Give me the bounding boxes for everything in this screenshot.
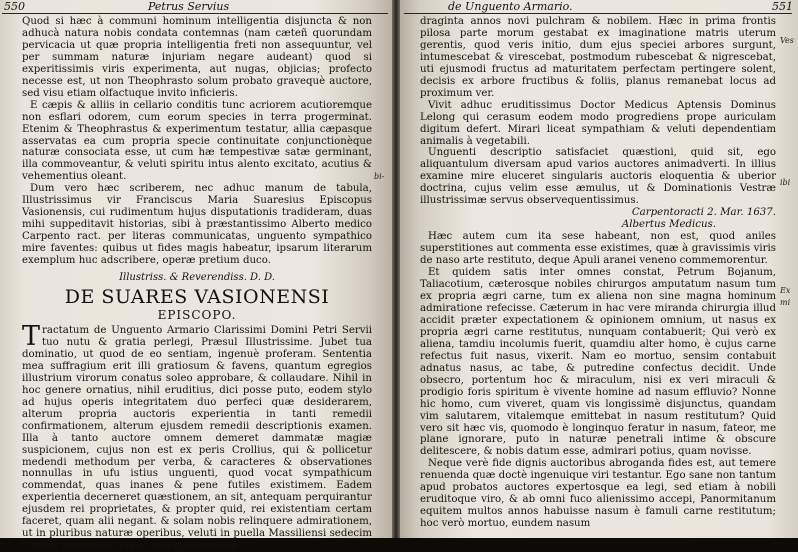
right-paragraph: Vivit adhuc eruditissimus Doctor Medicus Aptensis Dominus Lelong qui cerasum eodem modo progrediens prope auriculam digitum defert. Mirari liceat sympathiam & veluti dependentiam animalis à vegetabili.: [420, 99, 776, 147]
left-page: [0, 0, 392, 552]
book-gutter: [392, 0, 400, 538]
letter-place-date: Carpentoracti 2. Mar. 1637.: [631, 207, 776, 219]
left-running-head: Petrus Servius: [148, 0, 230, 13]
right-head-rule: [404, 13, 792, 14]
left-margin-note: bi-: [374, 172, 385, 181]
right-paragraph: Neque verè fide dignis auctoribus abroganda fides est, aut temere renuenda quæ doctè ingenuique viri testantur. Ego sane non tantum apud probatos auctores expertosque ea legi, sed etiam à nobili eruditoque viro, & ab omni fuco alienissimo accepi, Panormitanum equitem multos annos habuisse nasum è famuli carne restitutum; hoc verò mortuo, eundem nasum: [420, 458, 776, 530]
right-running-head: de Unguento Armario.: [448, 0, 573, 13]
left-page-number: 550: [4, 0, 25, 13]
right-paragraph: Hæc autem cum ita sese habeant, non est, quod aniles superstitiones aut commenta esse existimes, quæ à gravissimis viris de naso arte restituto, deque Apuli aranei veneno commemorentur.: [420, 231, 776, 267]
left-paragraph: Dum vero hæc scriberem, nec adhuc manum de tabula, Illustrissimus vir Franciscus Maria Suaresius Episcopus Vasionensis, cui rudimentum hujus disputationis tradideram, duas mihi suppeditavit historias, sibi à præstantissimo Alberto medico Carpento ract. per literas communicatas, unguento sympathico mire faventes: quibus ut fides magis habeatur, ipsarum literarum exemplum huc adscribere, operæ pretium duco.: [22, 183, 372, 267]
left-paragraph: E cæpis & alliis in cellario conditis tunc acriorem acutioremque non esflari odorem, cum eorum species in terra progerminat. Etenim & Theophrastus & experimentum testatur, allia cæpasque asservatas ea cum propria specie continuitate conjunctionèque naturæ consociata esse, ut cum hæ tempestivæ satæ germinant, illa commoveantur, & veluti spiritu intus alento excitato, acutius & vehementius oleant.: [22, 99, 372, 183]
letter-salutation: Illustriss. & Reverendiss. D. D.: [119, 272, 275, 284]
right-margin-note: mi: [780, 298, 791, 307]
right-page: [400, 0, 798, 538]
letter-subheading: EPISCOPO.: [157, 308, 237, 323]
left-head-rule: [2, 13, 388, 14]
right-margin-note: Ex: [780, 286, 791, 295]
right-text-block: [420, 16, 776, 530]
left-text-block: [22, 16, 372, 552]
letter-heading: DE SUARES VASIONENSI: [64, 286, 330, 309]
right-paragraph: Unguenti descriptio satisfaciet quæstioni, quid sit, ego aliquantulum diversam apud varios auctores animadverti. In illius examine mire eluceret singularis auctoris eloquentia & uberior doctrina, cujus velim esse æmulus, ut & Dominationis Vestræ illustrissimæ servus observequentissimus.: [420, 147, 776, 207]
left-paragraph: Quod si hæc à communi hominum intelligentia disjuncta & non adhucà natura nobis condata contemnas (nam cæteñ quorundam pervicacia ut quæ propria intelligentia freti non assequuntur, vel per summam naturæ injuriam negare audeant) quod si experitissimis viris experimenta, aut nugas, objicias; profecto necesse est, ut non Theophrasto solum probato gravequè auctore, sed visu etiam olfactuque invito inficieris.: [22, 16, 372, 99]
right-paragraph: Et quidem satis inter omnes constat, Petrum Bojanum, Taliacotium, cæterosque nobiles chirurgos amputatum nasum tum ex propria ægri carne, tum ex aliena non sine magna hominum admiratione refecisse. Cæterum in hac vere miranda chirurgia illud accidit præter expectationem & opinionem omnium, ut nasus ex propria ægri carne restitutus, nunquam contabuerit; Qui verò ex aliena, tamdiu incolumis fuerit, quamdiu alter homo, è cujus carne refectus fuit nasus, vixerit. Nam eo mortuo, sensim contabuit adnatus nasus, ac tabe, & putredine confectus decidit. Unde obsecro, portentum hoc & miraculum, nisi ex veri miraculi & prodigio foris spiritum è vivente homine ad nasum effluvio? Nonne hic homo, cum viveret, quam vis longissimè disjunctus, quandam vim salutarem, vitalemque emittebat in nasum restitutum? Quid vero sit hæc vis, quomodo è longinquo feratur in nasum, fateor, me plane ignorare, puto in naturæ penetrali intime & obscure delitescere, & nobis datum esse, admirari potius, quam novisse.: [420, 267, 776, 458]
right-paragraph: draginta annos novi pulchram & nobilem. Hæc in prima frontis pilosa parte morum gestabat ex imaginatione matris uterum gerentis, quod veris initio, dum ejus speciei arbores surgunt, intumescebat & virescebat, postmodum rubescebat & nigrescebat, uti ejusmodi fructus ad maturitatem perfectam pertingere solent, decisis ex arbore fructibus & foliis, planus remanebat locus ad proximum ver.: [420, 16, 776, 99]
right-page-number: 551: [772, 0, 793, 13]
letter-paragraph: Tractatum de Unguento Armario Clarissimi Domini Petri Servii tuo nutu & gratia perlegi, Præsul Illustrissime. Jubet tua dominatio, ut quod de eo sentiam, ingenuè proferam. Sententia mea suffragium erit illi gratiosum & favens, quantum egregios illustrium virorum conatus soleo approbare, & collaudare. Nihil in hoc genere ornatius, nihil eruditius, dici posse puto, eodem stylo ad hujus operis integritatem duo perfeci quæ desiderarem, alterum propria auctoris experientia in tanti remedii confirmationem, alterum ejusdem remedii descriptionis examen. Illa à tanto auctore omnem demeret dammatæ magiæ suspicionem, cujus non est ex peris Crollius, qui & pollicetur medendi methodum per verba, & caracteres & observationes nonnullas in ufu istius unguenti, quod vocat sympathicum commendat, quas inanes & pene futiles existimem. Eadem experientia decerneret quæstionem, an sit, antequam perquirantur ejusdem rei proprietates, & propter quid, rei existentiam certam faceret, quam alii negant. & solam nobis relinquere admirationem, ut in pluribus naturæ operibus, veluti in puella Massiliensi sedecim circiter annorum, quam ante quadraginta: [22, 321, 372, 552]
right-margin-note: ibi: [780, 178, 791, 187]
letter-signature: Albertus Medicus.: [621, 219, 716, 231]
right-margin-note: Ves: [780, 36, 794, 45]
